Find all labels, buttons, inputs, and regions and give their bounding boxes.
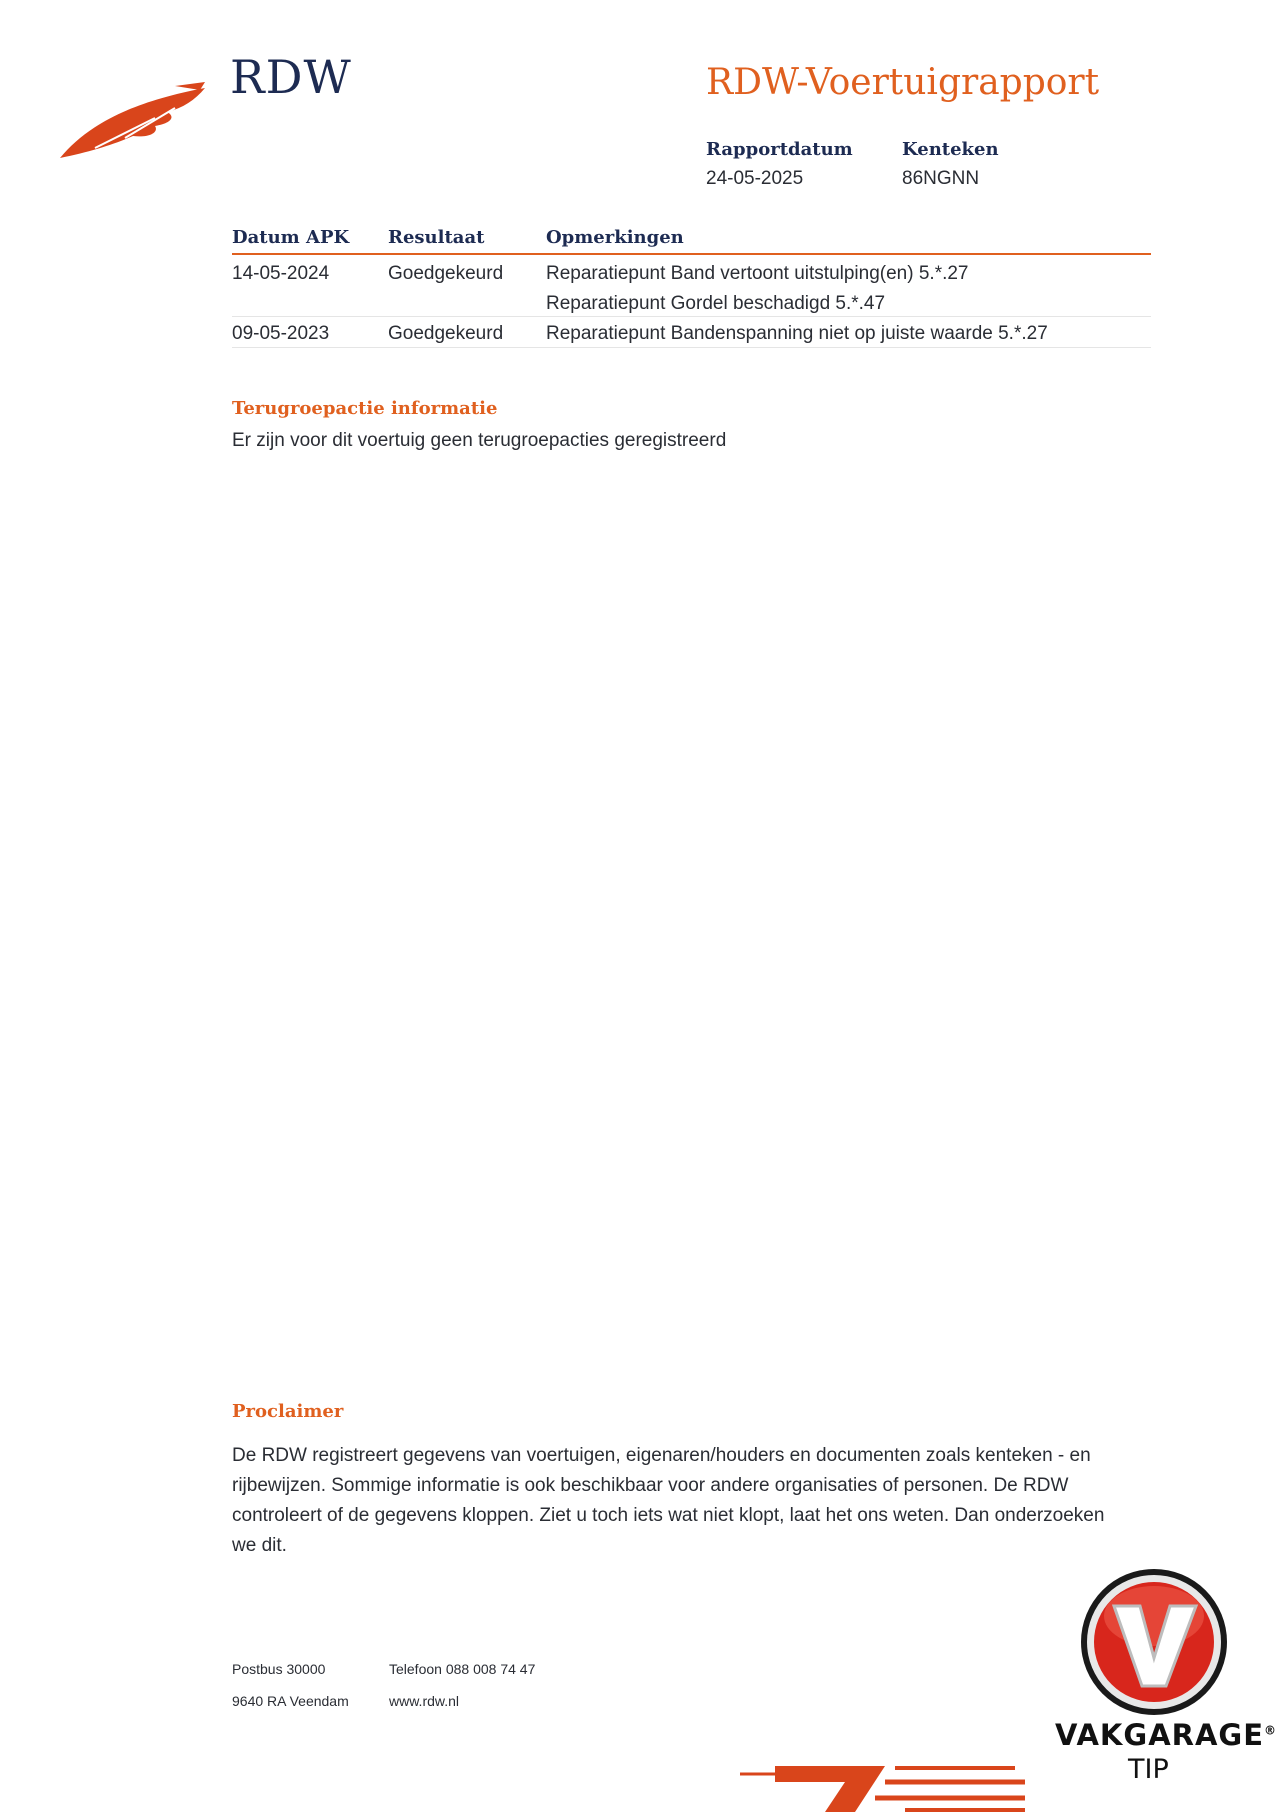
column-header-date: Datum APK [232, 227, 350, 248]
cell-result: Goedgekeurd [388, 263, 504, 284]
recall-text: Er zijn voor dit voertuig geen terugroepacties geregistreerd [232, 430, 727, 451]
table-row [232, 255, 1151, 317]
column-header-remarks: Opmerkingen [546, 227, 684, 248]
vakgarage-name [1055, 1718, 1277, 1752]
footer-address-line1: Postbus 30000 [232, 1661, 326, 1677]
rdw-logo-icon [55, 78, 215, 163]
disclaimer-text: De RDW registreert gegevens van voertuigen, eigenaren/houders en documenten zoals kenteken - en rijbewijzen. Sommige informatie is ook beschikbaar voor andere organisaties of personen. De RDW controleert of de gegevens kloppen. Ziet u toch iets wat niet klopt, laat het ons weten. Dan onderzoeken we dit. [232, 1445, 1105, 1556]
table-row [232, 316, 1151, 348]
vakgarage-logo-icon [1078, 1566, 1230, 1718]
vakgarage-name-text: VAKGARAGE [1055, 1718, 1265, 1752]
cell-remark: Reparatiepunt Gordel beschadigd 5.*.47 [546, 293, 886, 314]
column-header-result: Resultaat [388, 227, 485, 248]
brand-name: RDW [230, 50, 352, 104]
recall-title: Terugroepactie informatie [232, 398, 498, 419]
report-title: RDW-Voertuigrapport [706, 62, 1100, 103]
report-date-value: 24-05-2025 [706, 168, 804, 189]
disclaimer-title: Proclaimer [232, 1401, 344, 1422]
footer-website[interactable]: www.rdw.nl [389, 1693, 460, 1709]
cell-date: 09-05-2023 [232, 323, 330, 344]
plate-value: 86NGNN [902, 168, 980, 189]
cell-result: Goedgekeurd [388, 323, 504, 344]
cell-date: 14-05-2024 [232, 263, 330, 284]
report-date-label: Rapportdatum [706, 139, 853, 160]
plate-label: Kenteken [902, 139, 999, 160]
decorative-stripes-icon [735, 1760, 1025, 1812]
registered-mark: ® [1264, 1723, 1278, 1738]
cell-remark: Reparatiepunt Bandenspanning niet op juiste waarde 5.*.27 [546, 323, 1048, 344]
cell-remark: Reparatiepunt Band vertoont uitstulping(en) 5.*.27 [546, 263, 969, 284]
footer-address-line2: 9640 RA Veendam [232, 1693, 349, 1709]
footer-phone: Telefoon 088 008 74 47 [389, 1661, 536, 1677]
vakgarage-sub: TIP [1128, 1754, 1169, 1785]
